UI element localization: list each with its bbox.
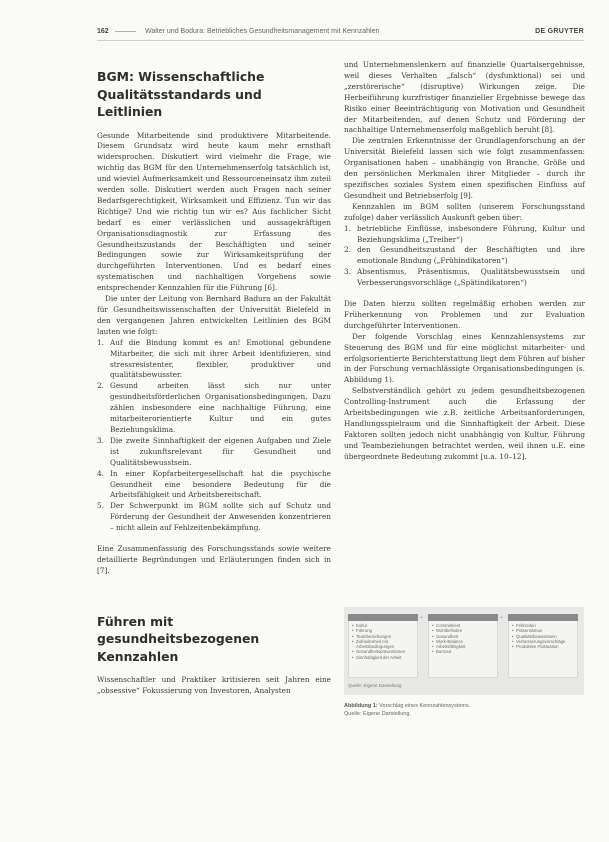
figure-item: • Fehlzeiten [516,623,577,628]
paragraph: Die zentralen Erkenntnisse der Grundlagenforschung an der Universität Bielefeld lassen sich wie folgt zusammenfassen: Organisationen haben – unabhängig von Branche, Größe und den persönlichen Merkmalen ihrer Mitglieder – durch ihr spezifisches soziales System einen spezifischen Einfluss auf Gesundheit und Betriebserfolg [9]. [344,136,585,200]
list-number: 1. [344,223,351,233]
figure-item: • Commitment [436,623,497,628]
guidelines-list [97,338,331,534]
figure-column-header [428,614,498,621]
figure-item: • Kultur [356,623,417,628]
caption-text: Vorschlag eines Kennzahlensystems. [379,703,471,709]
indicator-list [344,224,585,289]
list-number: 5. [97,501,104,511]
list-text: In einer Kopfarbeitergesellschaft hat die psychische Gesundheit eine besondere Bedeutung für die Arbeitsfähigkeit und Arbeitsbereitschaft. [110,468,331,500]
heading-line: Qualitätsstandards und Leitlinien [97,86,262,119]
paragraph: Kennzahlen im BGM sollten (unserem Forschungsstand zufolge) daher verlässlich Auskunft geben über: [344,201,585,222]
list-text: Die zweite Sinnhaftigkeit der eigenen Aufgaben und Ziele ist zukunftsrelevant für Gesundheit und Qualitätsbewusstsein. [110,435,331,467]
paragraph: Die unter der Leitung von Bernhard Badura an der Fakultät für Gesundheitswissenschaften der Universität Bielefeld in den vergangenen Jahren entwickelten Leitlinien des BGM lauten wie folgt: [97,294,331,336]
figure-item: • Arbeitsfähigkeit [436,644,497,649]
figure-item: • Führung [356,628,417,633]
list-item [97,338,331,382]
paragraph: und Unternehmenslenkern auf finanzielle Quartalsergebnisse, weil dieses Verhalten „falsch“ (dysfunktional) sei und „zerstörerische“ (disruptive) Wirkungen zeige. Die Herbeiführung kurzfristiger finanzieller Ergebnisse bewege das Risiko einer Beeinträchtigung von Motivation und Gesundheit der Mitarbeitenden, auf denen Schutz und Förderung der nachhaltige Unternehmenserfolg maßgeblich beruht [8]. [344,60,585,135]
figure-item: • Wohlbefinden [436,628,497,633]
section-heading-fuehren [97,613,331,666]
header-separator: ——— [115,28,136,35]
list-number: 2. [344,245,351,255]
list-item [344,224,585,246]
list-text: Absentismus, Präsentismus, Qualitätsbewusstsein und Verbesserungsvorschläge („Spätindikatoren“) [357,267,585,288]
list-item [344,267,585,289]
list-item [344,245,585,267]
page-number: 162 [97,28,109,35]
list-text: den Gesundheitszustand der Beschäftigten und ihre emotionale Bindung („Frühindikatoren“) [357,245,585,266]
figure-caption [344,702,584,718]
list-text: Der Schwerpunkt im BGM sollte sich auf Schutz und Förderung der Gesundheit der Anwesenden konzentrieren – nicht allein auf Fehlzeitenbekämpfung. [110,501,331,533]
publisher-logo: DE GRUYTER [535,28,584,35]
running-title: Walter und Bodura: Betriebliches Gesundheitsmanagement mit Kennzahlen [145,28,380,35]
figure-item: • Verbesserungsvorschläge [516,639,577,644]
heading-line: BGM: Wissenschaftliche [97,69,265,84]
paragraph: Die Daten hierzu sollten regelmäßig erhoben werden zur Früherkennung von Problemen und zur Evaluation durchgeführter Interventionen. [344,299,585,330]
right-column [344,60,585,463]
figure-item: • Präsentismus [516,628,577,633]
list-item [97,381,331,436]
figure-item: • Zufriedenheit mit Arbeitsbedingungen [356,639,417,650]
figure-column-header [348,614,418,621]
figure-item: • Produktive Fluktuation [516,644,577,649]
left-column [97,60,331,697]
figure-item: • Qualitätsbewusstsein [516,634,577,639]
paragraph: Gesunde Mitarbeitende sind produktivere Mitarbeitende. Diesem Grundsatz wird heute kaum mehr ernsthaft widersprochen. Diskutiert wird vielmehr die Frage, wie wichtig das BGM für den Unternehmenserfolg tatsächlich ist, und wieviel Aufmerksamkeit und Ressourceneinsatz ihm zuteil werden solle. Diskutiert werden auch Fragen nach seiner Bedarfsgerechtigkeit, Wirksamkeit und Effizienz. Tun wir das Richtige? Und wie richtig tun wir es? Aus fachlicher Sicht bedarf es einer verlässlichen und aussagekräftigen Organisationsdiagnostik zur Erfassung des Gesundheitszustands der Beschäftigten und seiner Bedingungen sowie zur Wirksamkeitsprüfung der durchgeführten Interventionen. Und es bedarf eines systematischen und nachhaltigen Vorgehens sowie entsprechender Kennzahlen für die Führung [6]. [97,130,331,293]
heading-line: Führen mit gesundheitsbezogenen [97,613,260,647]
list-number: 3. [97,435,104,445]
list-number: 2. [97,381,104,391]
list-number: 1. [97,337,104,347]
figure-source: Quelle: Eigene Darstellung [348,683,402,688]
paragraph: Wissenschaftler und Praktiker kritisieren seit Jahren eine „obsessive“ Fokussierung von Investoren, Analysten [97,675,331,696]
arrow-right-icon: → [418,614,424,620]
paragraph: Der folgende Vorschlag eines Kennzahlensystems zur Steuerung des BGM und für eine möglichst mitarbeiter- und erfolgsorientierte Berichterstattung liegt dem Führen auf bisher in der Forschung vernachlässigte Organisationsbedingungen (s. Abbildung 1). [344,331,585,385]
caption-label: Abbildung 1: [344,703,378,709]
figure-kennzahlensystem [344,607,584,695]
figure-item: • Teambeziehungen [356,634,417,639]
heading-line: Kennzahlen [97,648,179,664]
running-header [97,28,584,41]
list-text: betriebliche Einflüsse, insbesondere Führung, Kultur und Beziehungsklima („Treiber“) [357,223,585,244]
figure-item: • Gesundheitspräventionen [356,649,417,654]
list-text: Auf die Bindung kommt es an! Emotional gebundene Mitarbeiter, die sich mit ihrer Arbeit identifizieren, sind stressresistenter, flexibler, produktiver und qualitätsbewusster. [110,337,331,380]
list-item [97,469,331,502]
caption-source: Quelle: Eigene Darstellung. [344,711,411,717]
list-number: 3. [344,267,351,277]
figure-item: • Sinnhaftigkeit der Arbeit [356,655,417,660]
arrow-right-icon: → [498,614,504,620]
section-heading-bgm [97,68,331,121]
figure-column-drivers [348,614,418,678]
list-item [97,436,331,469]
figure-column-header [508,614,578,621]
figure-column-late-indicators [508,614,578,678]
figure-item: • Work-Balance [436,639,497,644]
paragraph: Eine Zusammenfassung des Forschungsstands sowie weitere detaillierte Begründungen und Erläuterungen finden sich in [7]. [97,544,331,575]
list-number: 4. [97,468,104,478]
list-item [97,501,331,534]
figure-item: • Gesundheit [436,634,497,639]
paragraph: Selbstverständlich gehört zu jedem gesundheitsbezogenen Controlling-Instrument auch die Erfassung der Arbeitsbedingungen wie z.B. zeitliche Arbeitsanforderungen, Handlungsspielraum und die Sinnhaftigkeit der Arbeit. Diese Faktoren sollten jedoch nicht unabhängig von Kultur, Führung und Teambeziehungen betrachtet werden, weil ihnen u.E. eine übergeordnete Bedeutung zukommt [u.a. 10–12]. [344,386,585,461]
list-text: Gesund arbeiten lässt sich nur unter gesundheitsförderlichen Organisationsbedingungen. Dazu zählen insbesondere eine nachhaltige Führung, eine mitarbeiterorientierte Kultur und ein gutes Beziehungsklima. [110,381,331,434]
figure-item: • Burnout [436,649,497,654]
figure-column-early-indicators [428,614,498,678]
